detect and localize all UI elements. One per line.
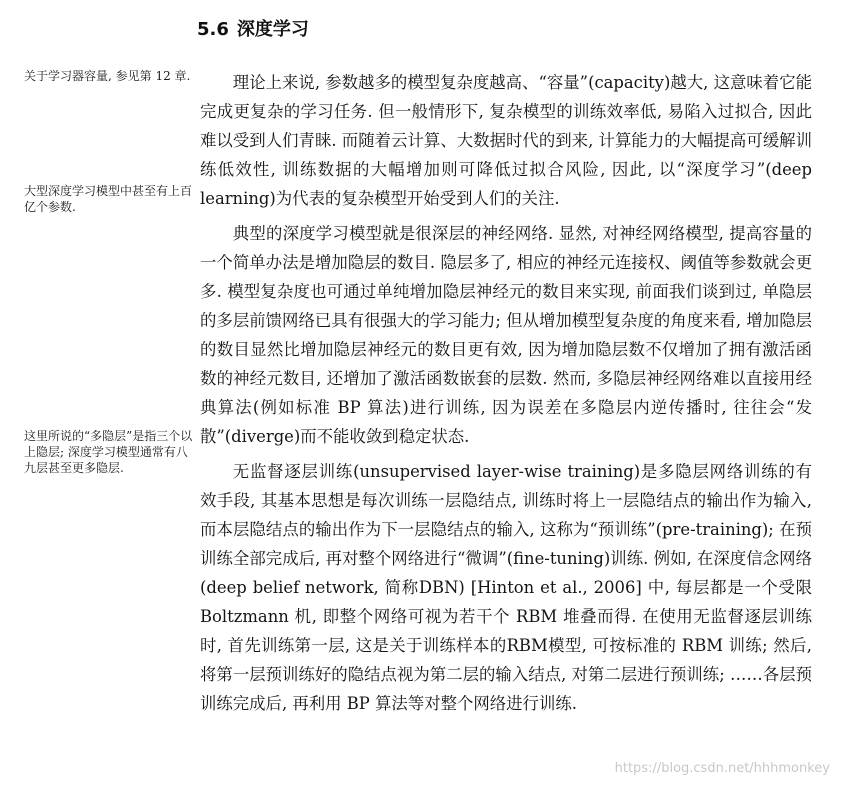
paragraph-capacity: 理论上来说, 参数越多的模型复杂度越高、“容量”(capacity)越大, 这意味着它能完成更复杂的学习任务. 但一般情形下, 复杂模型的训练效率低, 易陷入过拟合, 因此难以受到人们青睐. 而随着云计算、大数据时代的到来, 计算能力的大幅提高可缓解训练低效性, 训练数据的大幅增加则可降低过拟合风险, 因此, 以“深度学习”(deep learning)为代表的复杂模型开始受到人们的关注. bbox=[200, 73, 812, 208]
section-number: 5.6 bbox=[197, 19, 229, 40]
section-heading bbox=[197, 17, 309, 43]
main-text bbox=[200, 68, 812, 724]
sidenote-parameters: 大型深度学习模型中甚至有上百亿个参数. bbox=[24, 184, 193, 214]
sidenote-hidden-layers: 这里所说的“多隐层”是指三个以上隐层; 深度学习模型通常有八九层甚至更多隐层. bbox=[24, 429, 193, 475]
sidenote-capacity: 关于学习器容量, 参见第 12 章. bbox=[24, 69, 191, 83]
watermark: https://blog.csdn.net/hhhmonkey bbox=[614, 761, 830, 776]
paragraph-pretraining: 无监督逐层训练(unsupervised layer-wise training)是多隐层网络训练的有效手段, 其基本思想是每次训练一层隐结点, 训练时将上一层隐结点的输出作为输入, 而本层隐结点的输出作为下一层隐结点的输入, 这称为“预训练”(pre-training); 在预训练全部完成后, 再对整个网络进行“微调”(fine-tuning)训练. 例如, 在深度信念网络(deep belief network, 简称DBN) [Hinton et al., 2006] 中, 每层都是一个受限 Boltzmann 机, 即整个网络可视为若干个 RBM 堆叠而得. 在使用无监督逐层训练时, 首先训练第一层, 这是关于训练样本的RBM模型, 可按标准的 RBM 训练; 然后, 将第一层预训练好的隐结点视为第二层的输入结点, 对第二层进行预训练; ……各层预训练完成后, 再利用 BP 算法等对整个网络进行训练. bbox=[200, 462, 812, 713]
section-title: 深度学习 bbox=[236, 19, 309, 40]
paragraph-deep-networks: 典型的深度学习模型就是很深层的神经网络. 显然, 对神经网络模型, 提高容量的一个简单办法是增加隐层的数目. 隐层多了, 相应的神经元连接权、阈值等参数就会更多. 模型复杂度也可通过单纯增加隐层神经元的数目来实现, 前面我们谈到过, 单隐层的多层前馈网络已具有很强大的学习能力; 但从增加模型复杂度的角度来看, 增加隐层的数目显然比增加隐层神经元的数目更有效, 因为增加隐层数不仅增加了拥有激活函数的神经元数目, 还增加了激活函数嵌套的层数. 然而, 多隐层神经网络难以直接用经典算法(例如标准 BP 算法)进行训练, 因为误差在多隐层内逆传播时, 往往会“发散”(diverge)而不能收敛到稳定状态. bbox=[200, 224, 812, 446]
